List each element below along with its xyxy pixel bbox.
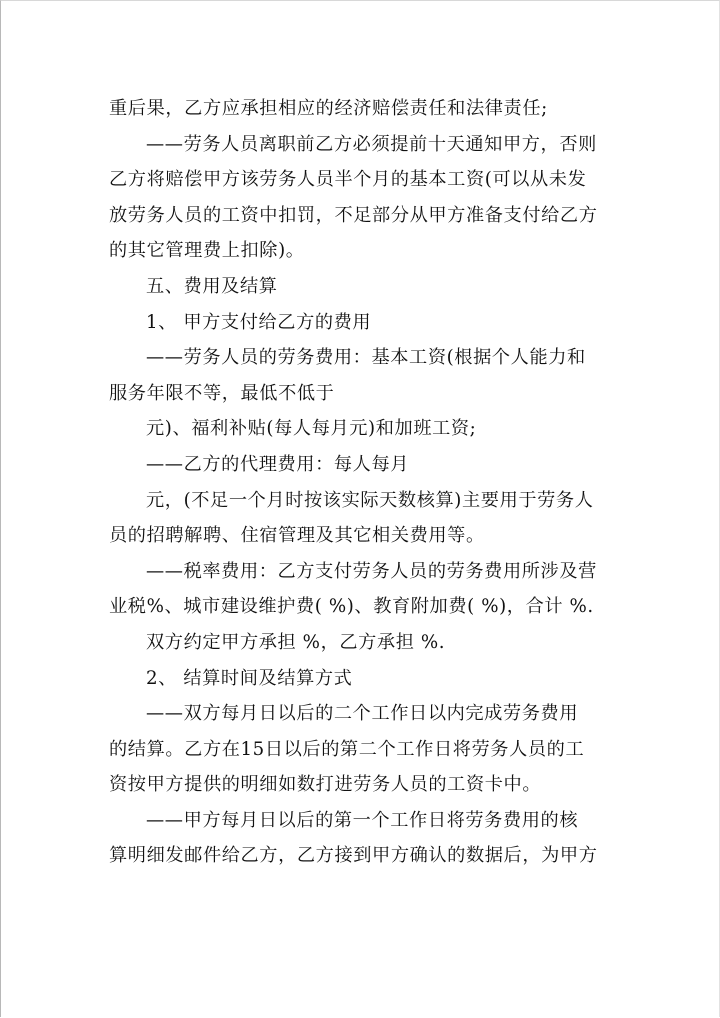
document-line: 五、费用及结算 <box>146 275 278 297</box>
document-line: ——双方每月日以后的二个工作日以内完成劳务费用 <box>146 703 579 725</box>
document-line: 2、 结算时间及结算方式 <box>146 667 353 689</box>
document-line: 放劳务人员的工资中扣罚，不足部分从甲方准备支付给乙方 <box>109 204 598 226</box>
document-body <box>109 91 609 874</box>
document-line: 资按甲方提供的明细如数打进劳务人员的工资卡中。 <box>109 774 542 796</box>
document-line: ——劳务人员的劳务费用：基本工资(根据个人能力和 <box>146 347 586 369</box>
document-line: 元)、福利补贴(每人每月元)和加班工资; <box>146 418 477 440</box>
document-line: 双方约定甲方承担 %，乙方承担 %. <box>146 631 446 653</box>
document-line: ——税率费用：乙方支付劳务人员的劳务费用所涉及营 <box>146 560 597 582</box>
document-line: 服务年限不等，最低不低于 <box>109 382 335 404</box>
document-line: 算明细发邮件给乙方，乙方接到甲方确认的数据后，为甲方 <box>109 845 598 867</box>
document-line: 1、 甲方支付给乙方的费用 <box>146 311 372 333</box>
document-line: ——劳务人员离职前乙方必须提前十天通知甲方，否则 <box>146 133 597 155</box>
document-line: 的其它管理费上扣除)。 <box>109 240 305 262</box>
document-line: 业税%、城市建设维护费( %)、教育附加费( %)，合计 %. <box>109 596 594 618</box>
document-line: 重后果，乙方应承担相应的经济赔偿责任和法律责任; <box>109 98 548 119</box>
document-line: ——乙方的代理费用：每人每月 <box>146 453 410 475</box>
document-line: 员的招聘解聘、住宿管理及其它相关费用等。 <box>109 525 485 547</box>
document-line: 乙方将赔偿甲方该劳务人员半个月的基本工资(可以从未发 <box>109 169 587 191</box>
document-line: 元，(不足一个月时按该实际天数核算)主要用于劳务人 <box>146 489 594 511</box>
document-line: 的结算。乙方在15日以后的第二个工作日将劳务人员的工 <box>109 738 585 760</box>
document-line: ——甲方每月日以后的第一个工作日将劳务费用的核 <box>146 809 579 831</box>
